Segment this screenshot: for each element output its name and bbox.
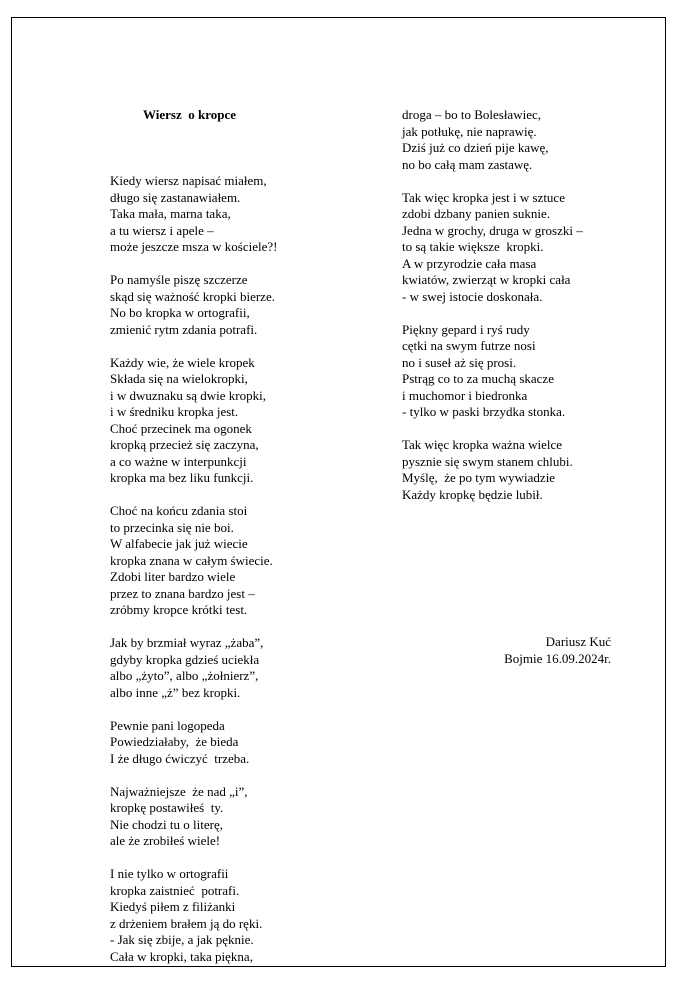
stanza [110,503,340,619]
stanza [110,272,340,338]
poem-line: - Jak się zbije, a jak pęknie. [110,932,254,947]
poem-line: Taka mała, marna taka, [110,206,231,221]
stanza [110,355,340,487]
poem-line: a tu wiersz i apele – [110,222,214,238]
poem-line: Jak by brzmiał wyraz „żaba”, [110,635,264,650]
poem-line: no i suseł aż się prosi. [402,354,517,370]
poem-line: - w swej istocie doskonała. [402,288,543,304]
poem-line: Choć na końcu zdania stoi [110,503,248,518]
stanza [110,635,340,701]
poem-line: droga – bo to Bolesławiec, [402,107,541,122]
poem-line: W alfabecie jak już wiecie [110,536,248,551]
poem-left-column [110,74,340,982]
stanza [402,190,632,306]
poem-line: Każdy kropkę będzie lubił. [402,486,543,502]
poem-line: Choć przecinek ma ogonek [110,420,252,436]
poem-line: Pewnie pani logopeda [110,717,225,733]
poem-line: zdobi dzbany panien suknie. [402,206,551,221]
author-name: Dariusz Kuć [545,634,611,649]
poem-line: A w przyrodzie cała masa [402,255,537,271]
place-date: Bojmie 16.09.2024r. [504,650,611,666]
poem-line: to przecinka się nie boi. [110,519,234,535]
poem-line: przez to znana bardzo jest – [110,585,255,601]
stanza [402,437,632,503]
poem-line: i w średniku kropka jest. [110,404,239,419]
stanza [110,784,340,850]
poem-line: Pstrąg co to za muchą skacze [402,371,554,386]
poem-line: albo inne „ż” bez kropki. [110,684,241,700]
poem-right-column [402,74,632,520]
poem-line: i muchomor i biedronka [402,387,528,403]
right-stanzas [402,107,632,503]
poem-line: Jedna w grochy, druga w groszki – [402,222,583,238]
poem-line: i w dwuznaku są dwie kropki, [110,387,266,403]
poem-line: albo „żyto”, albo „żołnierz”, [110,668,259,683]
poem-line: No bo kropka w ortografii, [110,305,250,320]
poem-line: cętki na swym futrze nosi [402,338,536,353]
poem-line: no bo całą mam zastawę. [402,156,533,172]
poem-line: zmienić rytm zdania potrafi. [110,321,258,337]
poem-line: kropka zaistnieć potrafi. [110,882,240,898]
poem-title: Wiersz o kropce [143,107,237,122]
poem-line: gdyby kropka gdzieś uciekła [110,651,260,667]
poem-line: Kiedyś piłem z filiżanki [110,899,236,914]
stanza [110,866,340,965]
poem-line: Cała w kropki, taka piękna, [110,948,253,964]
signature-block [504,634,611,667]
poem-line: Myślę, że po tym wywiadzie [402,470,556,485]
poem-line: I nie tylko w ortografii [110,866,229,881]
poem-line: Dziś już co dzień pije kawę, [402,140,549,155]
poem-line: zróbmy kropce krótki test. [110,602,248,617]
poem-line: kropka znana w całym świecie. [110,552,273,568]
poem-line: skąd się ważność kropki bierze. [110,288,275,304]
poem-line: ale że zrobiłeś wiele! [110,833,221,848]
poem-line: jak potłukę, nie naprawię. [402,123,537,139]
poem-line: Tak więc kropka jest i w sztuce [402,189,565,205]
poem-line: długo się zastanawiałem. [110,189,241,205]
poem-line: I że długo ćwiczyć trzeba. [110,750,250,766]
poem-line: pysznie się swym stanem chlubi. [402,453,573,469]
poem-line: Zdobi liter bardzo wiele [110,569,236,584]
poem-line: kropka ma bez liku funkcji. [110,470,254,485]
poem-line: kwiatów, zwierząt w kropki cała [402,272,571,287]
poem-line: Powiedziałaby, że bieda [110,734,239,749]
stanza [110,173,340,256]
poem-line: Najważniejsze że nad „i”, [110,783,248,799]
stanza [402,322,632,421]
left-stanzas [110,173,340,965]
stanza [110,718,340,768]
poem-line: kropką przecież się zaczyna, [110,437,259,452]
poem-line: Po namyśle piszę szczerze [110,272,248,287]
poem-line: Nie chodzi tu o literę, [110,816,223,832]
poem-line: Każdy wie, że wiele kropek [110,354,255,370]
poem-line: Tak więc kropka ważna wielce [402,437,563,452]
poem-line: - tylko w paski brzydka stonka. [402,404,566,419]
poem-line: może jeszcze msza w kościele?! [110,239,278,254]
poem-line: a co ważne w interpunkcji [110,453,247,469]
poem-line: kropkę postawiłeś ty. [110,800,224,815]
poem-line: Kiedy wiersz napisać miałem, [110,173,267,188]
poem-line: to są takie większe kropki. [402,239,544,254]
poem-line: z drżeniem brałem ją do ręki. [110,915,263,931]
poem-line: Składa się na wielokropki, [110,371,248,386]
poem-line: Piękny gepard i ryś rudy [402,321,530,337]
stanza [402,107,632,173]
